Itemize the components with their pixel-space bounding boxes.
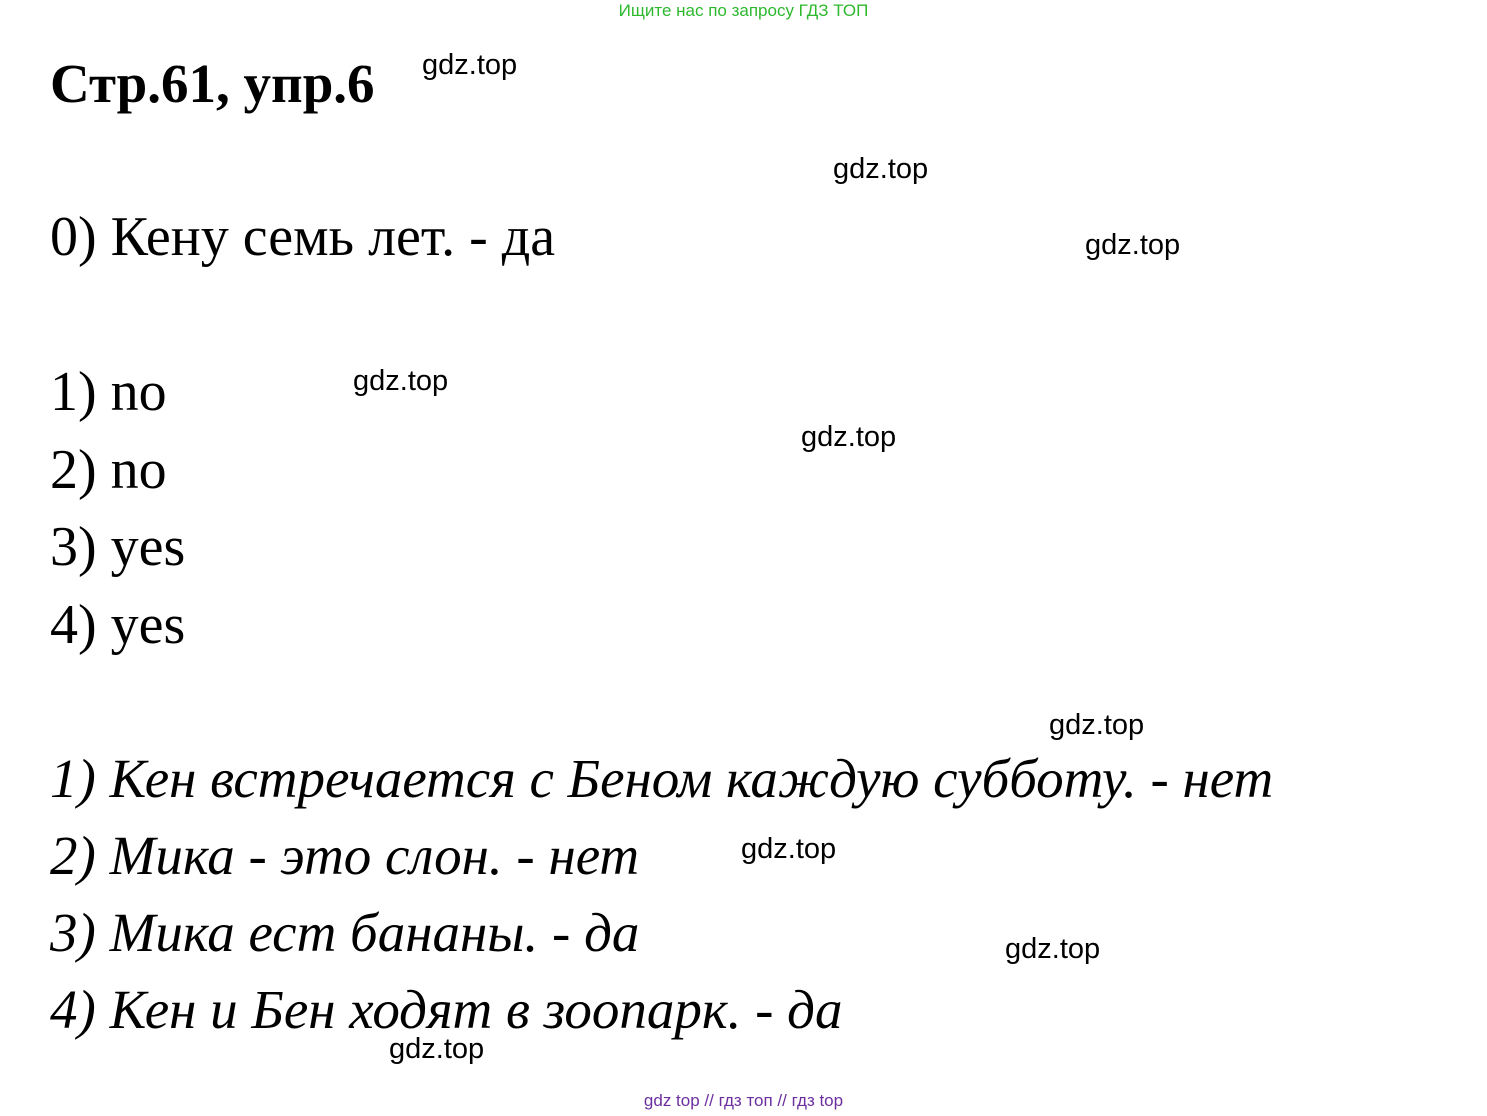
watermark: gdz.top bbox=[422, 49, 518, 81]
watermark: gdz.top bbox=[833, 153, 929, 185]
translation-item-4: 4) Кен и Бен ходят в зоопарк. - да bbox=[50, 979, 843, 1040]
answer-item-2: 2) no bbox=[50, 439, 167, 501]
watermark: gdz.top bbox=[1049, 709, 1145, 741]
answer-item-3: 3) yes bbox=[50, 516, 186, 578]
page-title: Стр.61, упр.6 bbox=[50, 53, 375, 114]
translation-item-2: 2) Мика - это слон. - нет bbox=[50, 825, 640, 886]
translation-item-1: 1) Кен встречается с Беном каждую субботу. - нет bbox=[50, 748, 1274, 809]
answer-item-4: 4) yes bbox=[50, 594, 186, 656]
example-line: 0) Кену семь лет. - да bbox=[50, 206, 556, 268]
watermark: gdz.top bbox=[353, 365, 449, 397]
translation-item-3: 3) Мика ест бананы. - да bbox=[50, 902, 640, 963]
search-banner: Ищите нас по запросу ГДЗ ТОП bbox=[618, 1, 869, 20]
watermark: gdz.top bbox=[389, 1033, 485, 1065]
watermark: gdz.top bbox=[1085, 229, 1181, 261]
footer-links: gdz top // гдз топ // гдз top bbox=[643, 1091, 844, 1110]
watermark: gdz.top bbox=[801, 421, 897, 453]
watermark: gdz.top bbox=[1005, 933, 1101, 965]
watermark: gdz.top bbox=[741, 833, 837, 865]
answer-item-1: 1) no bbox=[50, 361, 167, 423]
